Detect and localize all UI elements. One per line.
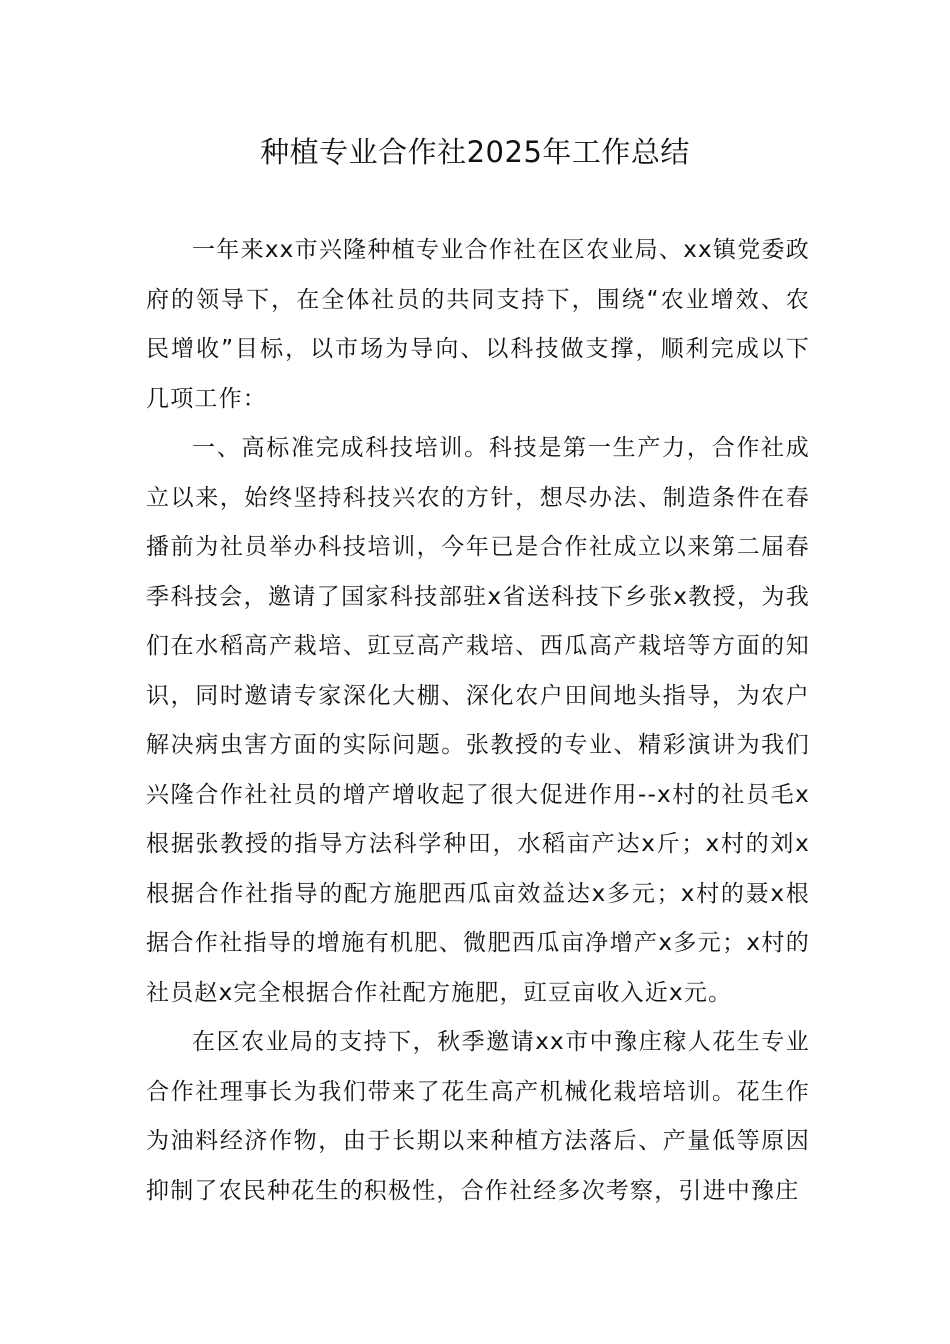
paragraph-tech-training: 一、高标准完成科技培训。科技是第一生产力，合作社成立以来，始终坚持科技兴农的方针，想尽办法、制造条件在春播前为社员举办科技培训，今年已是合作社成立以来第二届春季科技会，邀请了国家科技部驻x省送科技下乡张x教授，为我们在水稻高产栽培、豇豆高产栽培、西瓜高产栽培等方面的知识，同时邀请专家深化大棚、深化农户田间地头指导，为农户解决病虫害方面的实际问题。张教授的专业、精彩演讲为我们兴隆合作社社员的增产增收起了很大促进作用--x村的社员毛x根据张教授的指导方法科学种田，水稻亩产达x斤；x村的刘x根据合作社指导的配方施肥西瓜亩效益达x多元；x村的聂x根据合作社指导的增施有机肥、微肥西瓜亩净增产x多元；x村的社员赵x完全根据合作社配方施肥，豇豆亩收入近x元。 [146, 435, 810, 1006]
document-title: 种植专业合作社2025年工作总结 [260, 135, 690, 169]
paragraph-peanut-training: 在区农业局的支持下，秋季邀请xx市中豫庄稼人花生专业合作社理事长为我们带来了花生高产机械化栽培培训。花生作为油料经济作物，由于长期以来种植方法落后、产量低等原因抑制了农民种花生的积极性，合作社经多次考察，引进中豫庄 [146, 1029, 810, 1204]
paragraph-intro: 一年来xx市兴隆种植专业合作社在区农业局、xx镇党委政府的领导下，在全体社员的共同支持下，围绕“农业增效、农民增收”目标，以市场为导向、以科技做支撑，顺利完成以下几项工作： [146, 237, 810, 412]
document-body [146, 226, 810, 1216]
